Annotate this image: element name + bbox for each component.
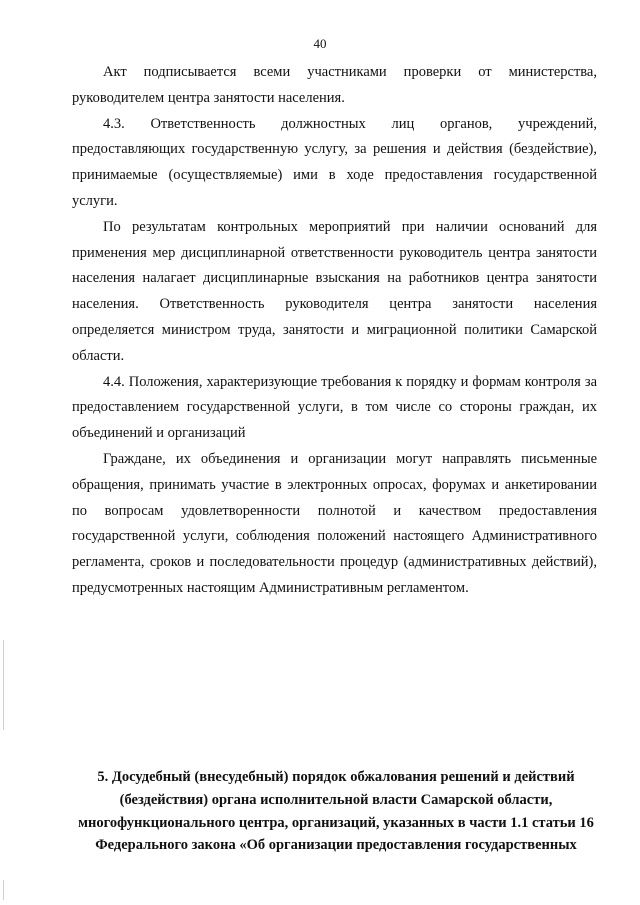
paragraph-disciplinary-measures: По результатам контрольных мероприятий при наличии оснований для применения мер дисциплинарной ответственности руководитель центра занятости населения налагает дисциплинарные взыскания на работников центра занятости населения. Ответственность руководителя центра занятости населения определяется министром труда, занятости и миграционной политики Самарской области. bbox=[72, 218, 597, 364]
document-body bbox=[72, 60, 597, 602]
paragraph-act-signing: Акт подписывается всеми участниками проверки от министерства, руководителем центра занятости населения. bbox=[72, 64, 597, 106]
paragraph-4-4-control-provisions: 4.4. Положения, характеризующие требования к порядку и формам контроля за предоставлением государственной услуги, в том числе со стороны граждан, их объединений и организаций bbox=[72, 373, 597, 442]
scan-edge-mark bbox=[3, 640, 4, 730]
section-5-heading: 5. Досудебный (внесудебный) порядок обжалования решений и действий (бездействия) органа исполнительной власти Самарской области, многофункционального центра, организаций, указанных в части 1.1 статьи 16 Федерального закона «Об организации предоставления государственных bbox=[78, 769, 594, 854]
scan-edge-mark bbox=[3, 880, 4, 900]
paragraph-citizens-appeals: Граждане, их объединения и организации могут направлять письменные обращения, принимать участие в электронных опросах, форумах и анкетировании по вопросам удовлетворенности полнотой и качеством предоставления государственной услуги, соблюдения положений настоящего Административного регламента, сроков и последовательности процедур (административных действий), предусмотренных настоящим Административным регламентом. bbox=[72, 450, 597, 596]
page-number: 40 bbox=[313, 36, 327, 51]
paragraph-4-3-responsibility: 4.3. Ответственность должностных лиц органов, учреждений, предоставляющих государственную услугу, за решения и действия (бездействие), принимаемые (осуществляемые) ими в ходе предоставления государственной услуги. bbox=[72, 115, 597, 209]
